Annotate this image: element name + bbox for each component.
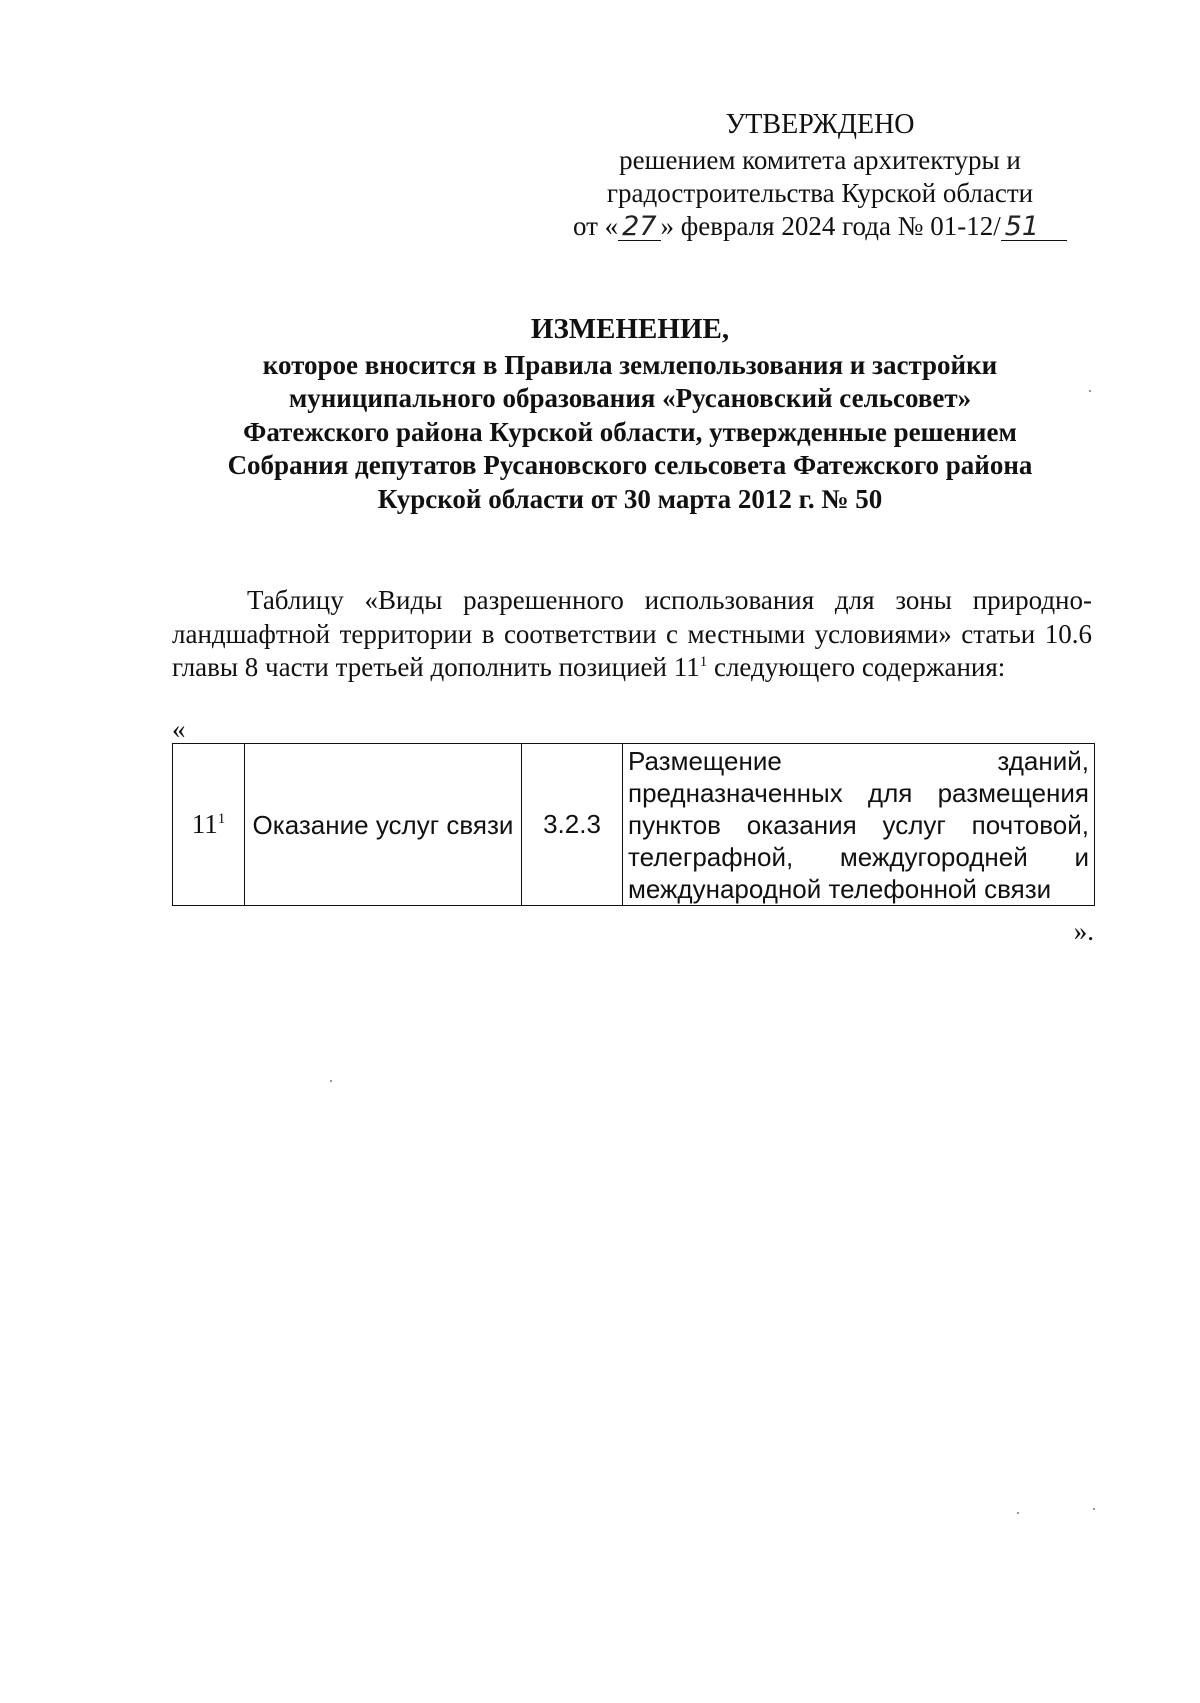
scan-speck [1093,1508,1095,1510]
document-title [170,313,1090,516]
approval-heading: УТВЕРЖДЕНО [725,109,915,140]
title-line-1: ИЗМЕНЕНИЕ, [530,313,730,345]
approval-line-2: градостроительства Курской области [606,178,1034,208]
scan-speck [1017,1512,1019,1514]
row-description-cell: Размещение зданий, предназначенных для размещения пунктов оказания услуг почтовой, телеграфной, междугородней и международной телефонной связи [623,744,1095,906]
title-line-2: которое вносится в Правила землепользования и застройки [262,349,998,380]
table-row [173,744,1095,906]
title-line-4: Фатежского района Курской области, утвержденные решением [243,416,1017,447]
scan-speck [1089,390,1091,392]
paragraph-superscript: 1 [699,654,708,670]
insertion-table [172,743,1095,906]
title-line-6: Курской области от 30 марта 2012 г. № 50 [377,483,883,514]
approval-line-1: решением комитета архитектуры и [619,145,1021,175]
title-line-3: муниципального образования «Русановский сельсовет» [288,383,972,413]
approval-date-line [560,210,1080,243]
handwritten-day: 27 [618,214,660,241]
handwritten-number: 51 [1001,214,1067,241]
scan-speck [330,1080,332,1082]
open-quote: « [172,714,186,744]
paragraph-part-1: Таблицу «Виды разрешенного использования для зоны природно-ландшафтной территории в соответствии с местными условиями» статьи 10.6 главы 8 части третьей дополнить позицией 11 [172,585,1092,682]
row-name-cell: Оказание услуг связи [245,744,522,906]
row-number-superscript: 1 [217,811,226,828]
approval-stamp [560,108,1080,243]
title-line-5: Собрания депутатов Русановского сельсовета Фатежского района [227,450,1033,480]
body-paragraph [172,584,1092,685]
date-middle: » февраля 2024 года № 01-12/ [660,211,1001,241]
row-number: 11 [191,809,218,840]
paragraph-part-2: следующего содержания: [707,652,1006,682]
row-code-cell: 3.2.3 [522,744,623,906]
row-number-cell [173,744,245,906]
date-prefix: от « [572,211,619,241]
close-quote: ». [1073,916,1094,946]
paragraph-text [172,584,1092,685]
